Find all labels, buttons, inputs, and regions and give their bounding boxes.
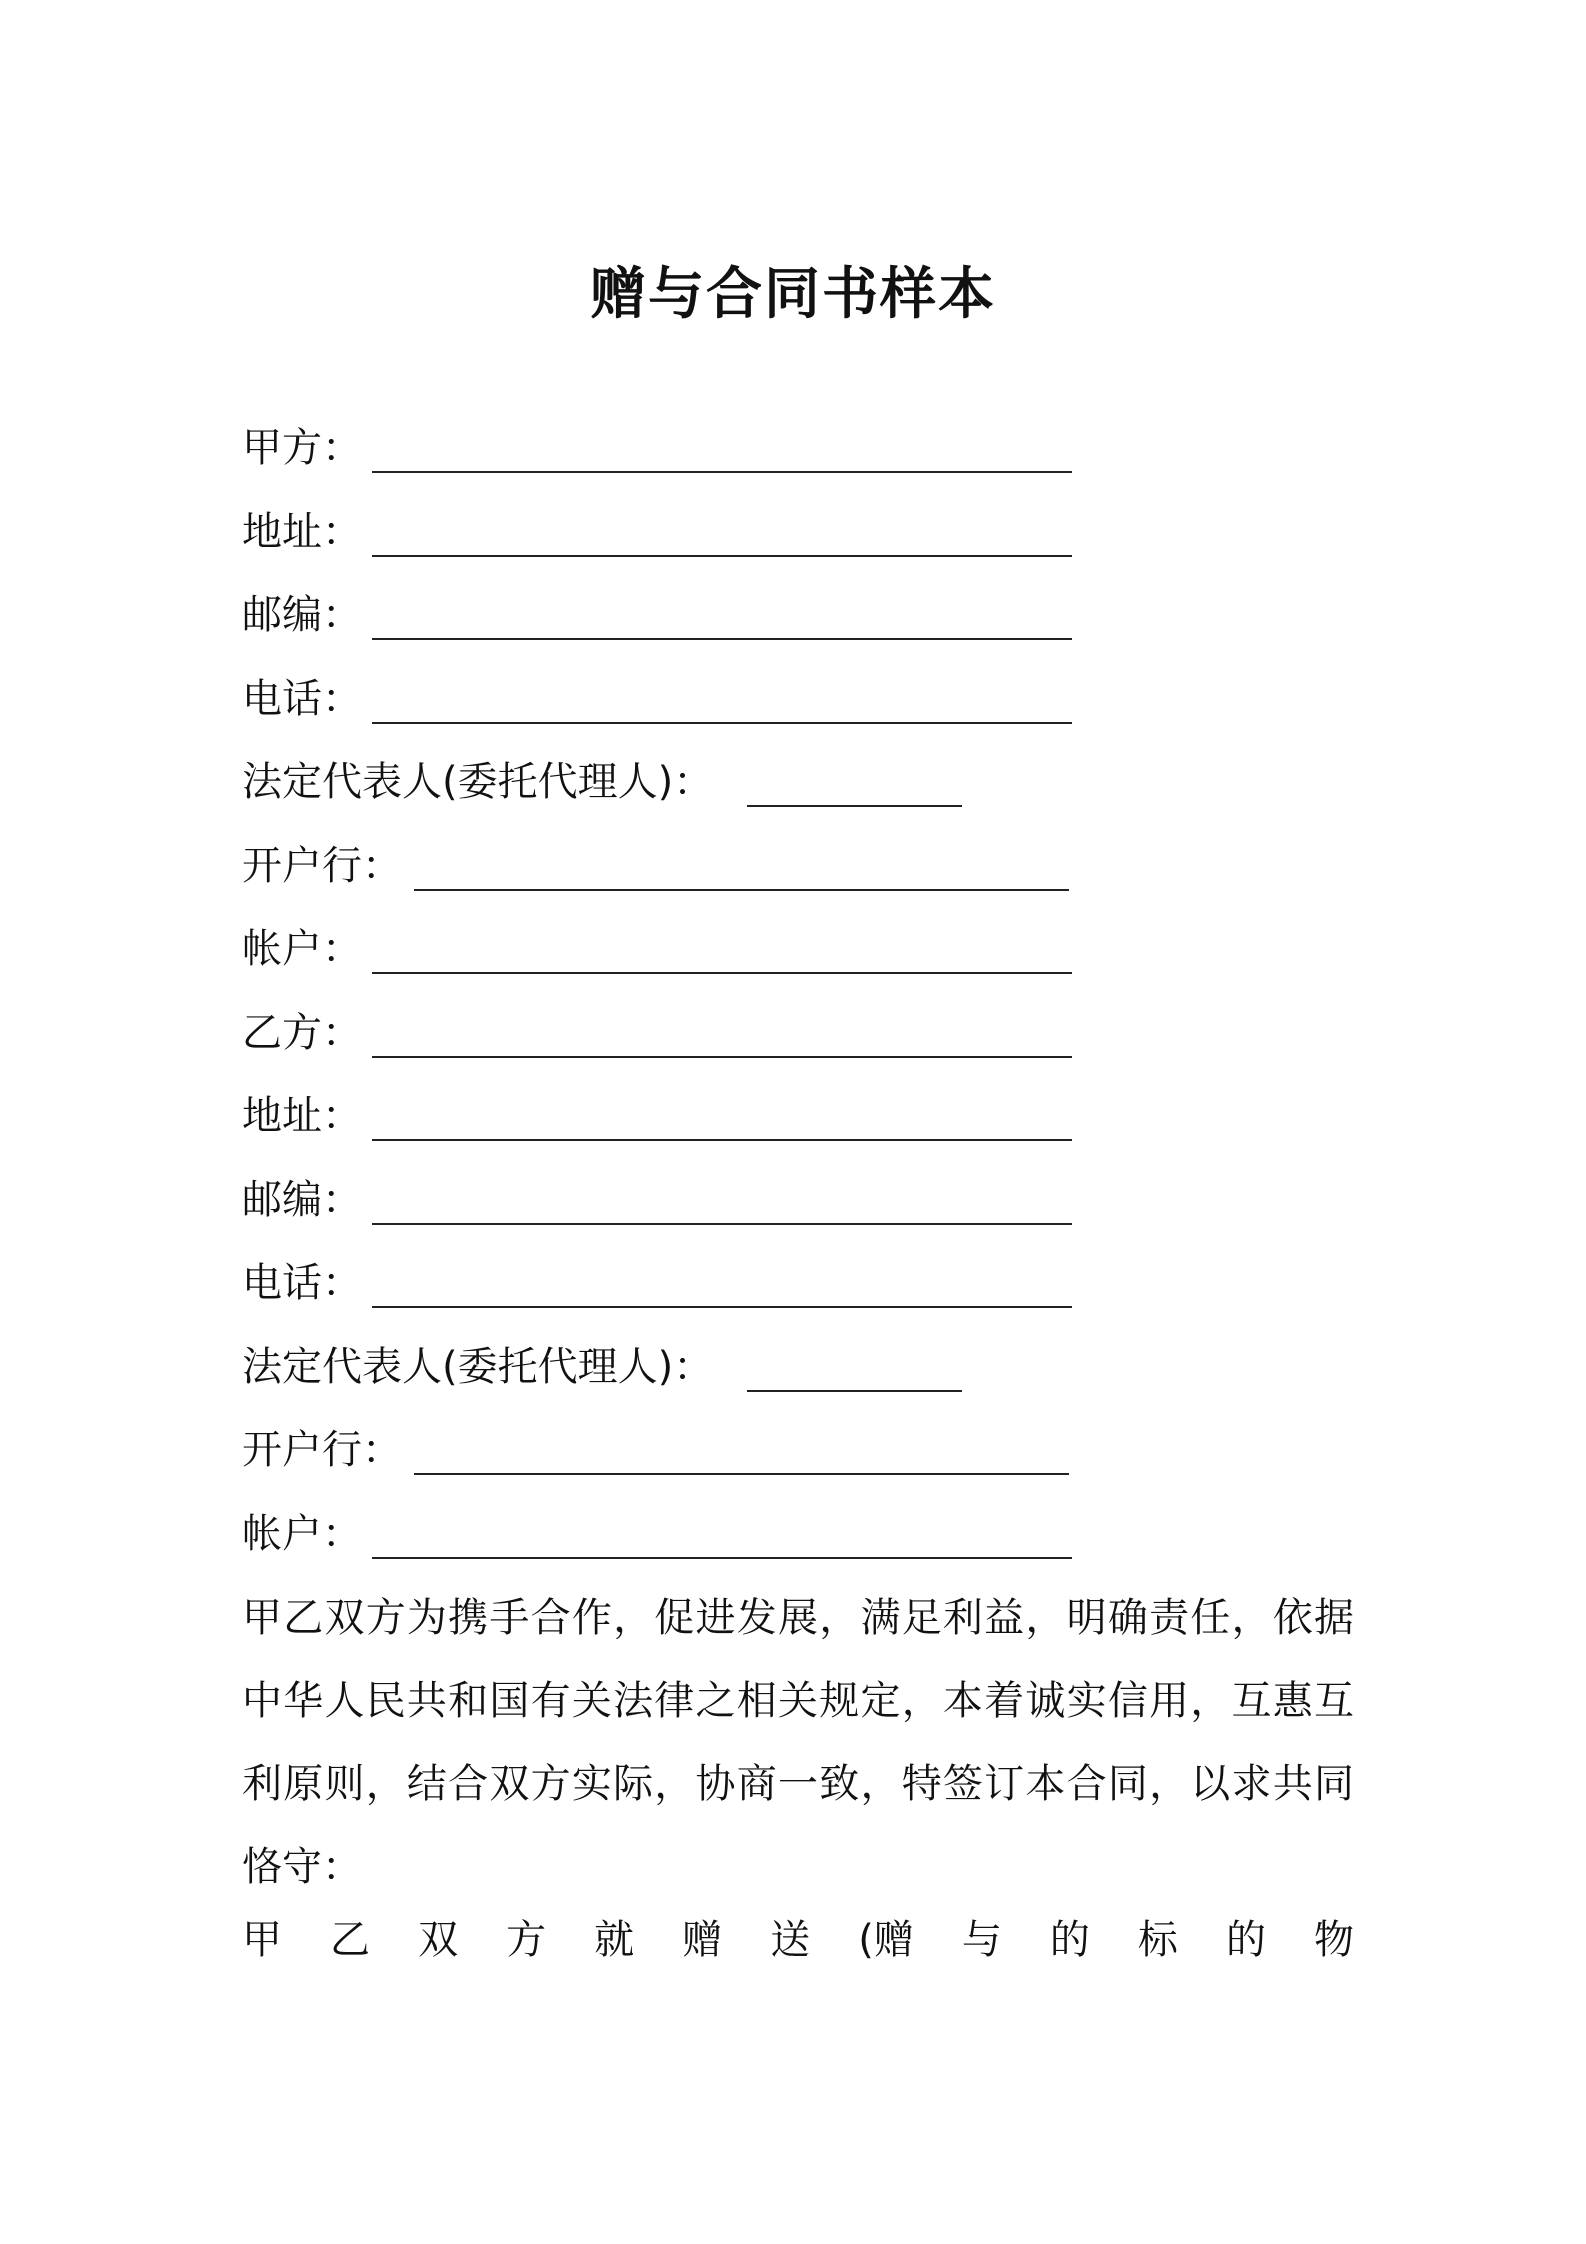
field-label: 电话： bbox=[242, 675, 362, 722]
field-party-b bbox=[242, 1003, 1352, 1087]
field-label: 开户行： bbox=[242, 1427, 402, 1473]
field-party-b-bank bbox=[242, 1420, 1352, 1504]
line-char: 的 bbox=[1049, 1917, 1090, 1963]
line-char: 的 bbox=[1225, 1917, 1266, 1963]
field-party-b-account bbox=[242, 1504, 1352, 1588]
field-label: 法定代表人(委托代理人)： bbox=[242, 1343, 714, 1390]
preamble-paragraph: 甲乙双方为携手合作，促进发展，满足利益，明确责任，依据中华人民共和国有关法律之相关规定，本着诚实信用，互惠互利原则，结合双方实际，协商一致，特签订本合同，以求共同恪守： bbox=[242, 1595, 1354, 1890]
party-a-phone-blank[interactable] bbox=[372, 722, 1072, 724]
party-a-address-blank[interactable] bbox=[372, 555, 1072, 557]
field-party-b-representative bbox=[242, 1337, 1352, 1421]
field-label: 乙方： bbox=[242, 1009, 362, 1056]
line-char: 送 bbox=[770, 1917, 811, 1963]
field-label: 法定代表人(委托代理人)： bbox=[242, 759, 714, 805]
party-a-account-blank[interactable] bbox=[372, 972, 1072, 974]
party-b-address-blank[interactable] bbox=[372, 1139, 1072, 1141]
line-char: 与 bbox=[961, 1917, 1002, 1963]
line-char: 方 bbox=[506, 1917, 547, 1963]
party-b-representative-blank[interactable] bbox=[747, 1390, 962, 1392]
field-party-a-address bbox=[242, 502, 1352, 586]
field-label: 开户行： bbox=[242, 842, 402, 889]
line-char: 双 bbox=[418, 1917, 459, 1963]
party-b-phone-blank[interactable] bbox=[372, 1306, 1072, 1308]
line-char: 就 bbox=[594, 1917, 635, 1963]
party-a-representative-blank[interactable] bbox=[747, 805, 962, 807]
party-b-bank-blank[interactable] bbox=[414, 1473, 1069, 1475]
field-label: 帐户： bbox=[242, 1510, 362, 1557]
field-party-a bbox=[242, 418, 1352, 502]
field-party-b-address bbox=[242, 1086, 1352, 1170]
line-char: (赠 bbox=[858, 1917, 914, 1963]
document-title: 赠与合同书样本 bbox=[590, 262, 996, 327]
line-char: 标 bbox=[1137, 1917, 1178, 1963]
field-party-a-postcode bbox=[242, 585, 1352, 669]
party-a-blank[interactable] bbox=[372, 471, 1072, 473]
party-a-postcode-blank[interactable] bbox=[372, 638, 1072, 640]
party-a-bank-blank[interactable] bbox=[414, 889, 1069, 891]
field-label: 邮编： bbox=[242, 1176, 362, 1223]
field-party-a-phone bbox=[242, 669, 1352, 753]
field-label: 地址： bbox=[242, 1093, 362, 1139]
field-label: 邮编： bbox=[242, 592, 362, 638]
line-char: 物 bbox=[1313, 1917, 1354, 1963]
field-party-b-postcode bbox=[242, 1170, 1352, 1254]
field-party-a-account bbox=[242, 919, 1352, 1003]
field-party-a-bank bbox=[242, 836, 1352, 920]
party-fields bbox=[242, 418, 1352, 1587]
line-char: 赠 bbox=[682, 1917, 723, 1963]
field-label: 甲方： bbox=[242, 425, 362, 471]
line-char: 乙 bbox=[330, 1917, 371, 1963]
party-b-blank[interactable] bbox=[372, 1056, 1072, 1058]
party-b-account-blank[interactable] bbox=[372, 1557, 1072, 1559]
field-party-a-representative bbox=[242, 752, 1352, 836]
gift-subject-line bbox=[242, 1910, 1354, 1970]
field-label: 帐户： bbox=[242, 926, 362, 972]
field-label: 电话： bbox=[242, 1260, 362, 1306]
field-party-b-phone bbox=[242, 1253, 1352, 1337]
party-b-postcode-blank[interactable] bbox=[372, 1223, 1072, 1225]
line-char: 甲 bbox=[242, 1917, 282, 1963]
field-label: 地址： bbox=[242, 508, 362, 555]
